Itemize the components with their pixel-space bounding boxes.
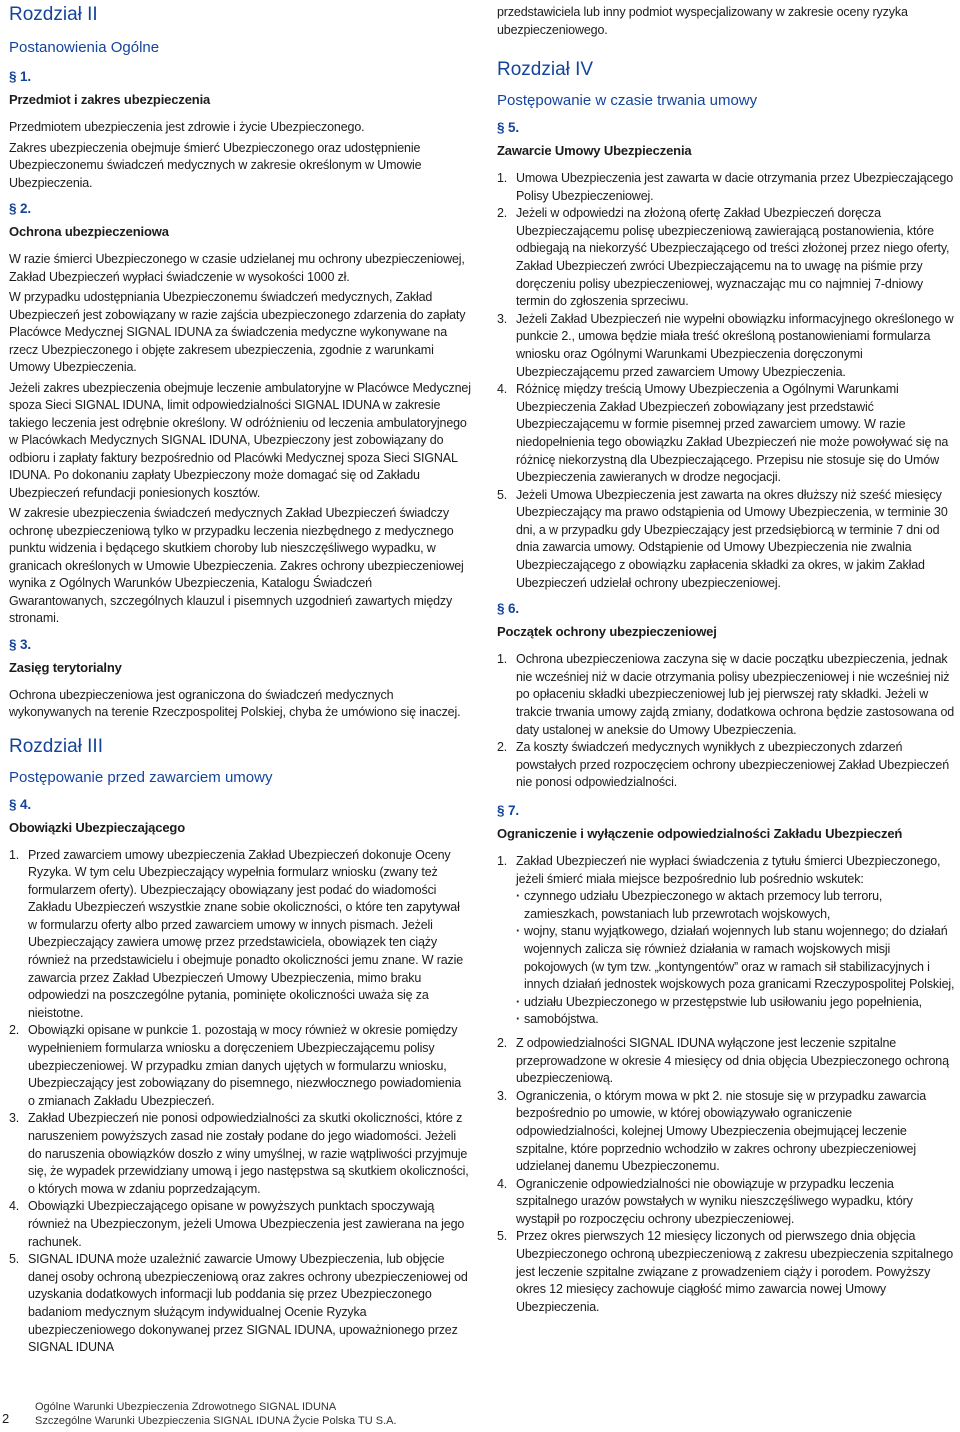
list-item: 5. Jeżeli Umowa Ubezpieczenia jest zawarta na okres dłuższy niż sześć miesięcy Ubezpieczający ma prawo odstąpienia od Umowy Ubezpieczenia, w terminie 30 dni, a w przypadku gdy Ubezpieczający jest przedsiębiorcą w terminie 7 dni od dnia zawarcia umowy. Odstąpienie od Umowy Ubezpieczenia nie zwalnia Ubezpieczającego z obowiązku zapłacenia składki za okres, w jakim Zakład Ubezpieczeń udzielał ochrony ubezpieczeniowej. [497, 487, 948, 590]
section-5-number: § 5. [497, 120, 519, 135]
chapter-2-subtitle: Postanowienia Ogólne [9, 39, 160, 56]
section-3-number: § 3. [9, 636, 31, 652]
section-7-list-continued [497, 1035, 957, 1317]
bullet-item: · wojny, stanu wyjątkowego, działań wojennych lub stanu wojennego; do działań wojennych zalicza się również działania w ramach wojskowych misji pokojowych (w tym tzw. „kontyngentów” oraz w ramach sił stabilizacyjnych i innych działań jednostek wojskowych poza granicami Rzeczypospolitej Polskiej, [516, 923, 957, 993]
left-column [9, 0, 471, 1357]
footer-line-2: Szczególne Warunki Ubezpieczenia SIGNAL IDUNA Życie Polska TU S.A. [35, 1415, 397, 1427]
section-4-list [9, 847, 471, 1357]
bullet-item: · czynnego udziału Ubezpieczonego w aktach przemocy lub terroru, zamieszkach, powstaniach lub przewrotach wojskowych, [516, 888, 957, 923]
chapter-4-title: Rozdział IV [497, 59, 594, 80]
list-item: 2. Z odpowiedzialności SIGNAL IDUNA wyłączone jest leczenie szpitalne przeprowadzone w okresie 4 miesięcy od dnia objęcia Ubezpieczonego ochroną ubezpieczeniową. [497, 1035, 949, 1086]
section-6-heading: Początek ochrony ubezpieczeniowej [497, 624, 717, 640]
section-5-heading: Zawarcie Umowy Ubezpieczenia [497, 143, 692, 158]
page-number: 2 [2, 1411, 10, 1426]
chapter-3-subtitle: Postępowanie przed zawarciem umowy [9, 768, 273, 786]
section-3-heading: Zasięg terytorialny [9, 659, 122, 675]
section-2-text-2: W przypadku udostępniania Ubezpieczonemu świadczeń medycznych, Zakład Ubezpieczeń jest zobowiązany w razie zajścia ubezpieczonego zdarzenia do zapłaty Placówce Medycznej SIGNAL IDUNA za świadczenia medyczne wykonywane na rzecz Ubezpieczonego i objęte zakresem ubezpieczenia, zgodnie z warunkami Umowy Ubezpieczenia. [9, 290, 466, 374]
section-7-list [497, 853, 957, 888]
list-item: 2. Jeżeli w odpowiedzi na złożoną ofertę Zakład Ubezpieczeń doręcza Ubezpieczającemu polisę ubezpieczeniową zawierającą postanowienia, które odbiegają na niekorzyść Ubezpieczającego od treści złożonej przez niego oferty, Zakład Ubezpieczeń zwróci Ubezpieczającemu na to uwagę na piśmie przy doręczeniu polisy ubezpieczeniowej, wyznaczając mu co najmniej 7-dniowy termin do zgłoszenia sprzeciwu. [497, 206, 950, 309]
list-item: 5. SIGNAL IDUNA może uzależnić zawarcie Umowy Ubezpieczenia, lub objęcie danej osoby ochroną ubezpieczeniową oraz zakres ochrony ubezpieczeniowej od uzyskania dodatkowych informacji lub poddania się przez Ubezpieczonego badaniom medycznym służącym indywidualnej Ocenie Ryzyka ubezpieczeniowego dokonywanej przez SIGNAL IDUNA, upoważnionego przez SIGNAL IDUNA [9, 1252, 468, 1355]
list-item: 2. Obowiązki opisane w punkcie 1. pozostają w mocy również w okresie pomiędzy wypełnieniem formularza wniosku a doręczeniem Ubezpieczającemu polisy ubezpieczeniowej. W przypadku zmian danych ujętych w formularzu wniosku, Ubezpieczający jest zobowiązany do pisemnego, niezwłocznego powiadomienia o zmianach Zakładu Ubezpieczeń. [9, 1023, 462, 1108]
continued-text: przedstawiciela lub inny podmiot wyspecjalizowany w zakresie oceny ryzyka ubezpieczeniowego. [497, 5, 908, 37]
footer [35, 1400, 397, 1428]
list-item: 5. Przez okres pierwszych 12 miesięcy liczonych od pierwszego dnia objęcia Ubezpieczonego ochroną ubezpieczeniową z zakresu ubezpieczenia szpitalnego jest leczenie szpitalne związane z prowadzeniem ciąży i porodem. Powyższy okres 12 miesięcy zachowuje ciągłość mimo zawarcia nowej Umowy Ubezpieczenia. [497, 1229, 954, 1314]
section-1-number: § 1. [9, 69, 31, 84]
list-item: 1. Ochrona ubezpieczeniowa zaczyna się w dacie początku ubezpieczenia, jednak nie wcześniej niż w dacie otrzymania polisy ubezpieczeniowej i nie wcześniej niż po opłaceniu składki ubezpieczeniowej lub jej pierwszej raty składki. Jeżeli w trakcie trwania umowy zajdą zmiany, dodatkowa ochrona będzie zastosowana od daty ustalonej w aneksie do Umowy Ubezpieczenia. [497, 652, 955, 737]
list-item: 1. Umowa Ubezpieczenia jest zawarta w dacie otrzymania przez Ubezpieczającego Polisy Ubezpieczeniowej. [497, 171, 954, 203]
list-item: 3. Jeżeli Zakład Ubezpieczeń nie wypełni obowiązku informacyjnego określonego w punkcie 2., umowa będzie miała treść określoną postanowieniami formularza wniosku oraz Ogólnymi Warunkami Ubezpieczenia doręczonymi Ubezpieczającemu przed zawarciem Umowy Ubezpieczenia. [497, 311, 954, 379]
bullet-item: · udziału Ubezpieczonego w przestępstwie lub usiłowaniu jego popełnienia, [516, 994, 957, 1012]
list-item: 2. Za koszty świadczeń medycznych wynikłych z ubezpieczonych zdarzeń powstałych przed rozpoczęciem ochrony ubezpieczeniowej Zakład Ubezpieczeń nie ponosi odpowiedzialności. [497, 740, 950, 790]
section-7-heading: Ograniczenie i wyłączenie odpowiedzialności Zakładu Ubezpieczeń [497, 826, 903, 841]
chapter-4-subtitle: Postępowanie w czasie trwania umowy [497, 92, 758, 109]
list-item: 1. Przed zawarciem umowy ubezpieczenia Zakład Ubezpieczeń dokonuje Oceny Ryzyka. W tym celu Ubezpieczający wypełnia formularz wniosku (zwany też formularzem oferty). Ubezpieczający obowiązany jest podać do wiadomości Zakładu Ubezpieczeń wszystkie znane sobie okoliczności, o które ten zapytywał w formularzu oferty albo przed zawarciem umowy w innych pismach. Jeżeli Ubezpieczający zawiera umowę przez przedstawiciela, obowiązek ten ciąży również na przedstawicielu i obejmuje ponadto okoliczności jemu znane. W razie zawarcia przez Zakład Ubezpieczeń Umowy Ubezpieczenia, mimo braku odpowiedzi na poszczególne pytania, pominięte okoliczności uważa się za nieistotne. [9, 847, 464, 1020]
bullet-item: · samobójstwa. [516, 1011, 957, 1029]
section-1-heading: Przedmiot i zakres ubezpieczenia [9, 92, 211, 107]
section-2-heading: Ochrona ubezpieczeniowa [9, 224, 169, 239]
section-2-text-4: W zakresie ubezpieczenia świadczeń medycznych Zakład Ubezpieczeń świadczy ochronę ubezpieczeniową tylko w przypadku leczenia niezbędnego z medycznego punktu widzenia i będącego skutkiem choroby lub nieszczęśliwego wypadku, w granicach określonych w Umowie Ubezpieczenia. Zakres ochrony ubezpieczeniowej wynika z Ogólnych Warunków Ubezpieczenia, Katalogu Świadczeń Gwarantowanych, szczególnych klauzul i pisemnych uzgodnień zawartych między stronami. [9, 506, 464, 625]
list-item: 4. Różnicę między treścią Umowy Ubezpieczenia a Ogólnymi Warunkami Ubezpieczenia Zakład Ubezpieczeń zobowiązany jest przedstawić Ubezpieczającemu w formie pisemnej przed zawarciem umowy. W razie niedopełnienia tego obowiązku Zakład Ubezpieczeń nie może powoływać się na różnicę niekorzystną dla Ubezpieczającego. Przepisu nie stosuje się do Umów Ubezpieczenia zawieranych w drodze negocjacji. [497, 382, 949, 485]
section-6-number: § 6. [497, 601, 519, 617]
chapter-3-title: Rozdział III [9, 735, 103, 757]
section-7-number: § 7. [497, 803, 519, 818]
list-item: 4. Ograniczenie odpowiedzialności nie obowiązuje w przypadku leczenia szpitalnego urazów powstałych w wyniku nieszczęśliwego wypadku, który wystąpił po rozpoczęciu ochrony ubezpieczeniowej. [497, 1176, 913, 1226]
section-3-text-1: Ochrona ubezpieczeniowa jest ograniczona do świadczeń medycznych wykonywanych na terenie Rzeczpospolitej Polskiej, chyba że umówiono się inaczej. [9, 687, 461, 719]
section-1-text-2: Zakres ubezpieczenia obejmuje śmierć Ubezpieczonego oraz udostępnienie Ubezpieczonemu świadczeń medycznych w zakresie określonym w Umowie Ubezpieczenia. [9, 140, 422, 190]
section-6-list [497, 651, 957, 792]
section-2-text-3: Jeżeli zakres ubezpieczenia obejmuje leczenie ambulatoryjne w Placówce Medycznej spoza Sieci SIGNAL IDUNA, limit odpowiedzialności SIGNAL IDUNA w zakresie takiego leczenia jest odrębnie określony. W odróżnieniu od leczenia ambulatoryjnego w Placówkach Medycznych SIGNAL IDUNA, Ubezpieczony jest zobowiązany do odbioru i zapłaty faktury bezpośrednio od Placówki Medycznej spoza Sieci SIGNAL IDUNA. Po dokonaniu zapłaty Ubezpieczony może domagać się od Zakładu Ubezpieczeń refundacji poniesionych kosztów. [9, 380, 471, 500]
section-1-text-1: Przedmiotem ubezpieczenia jest zdrowie i życie Ubezpieczonego. [9, 120, 365, 134]
section-2-number: § 2. [9, 201, 31, 216]
list-item: 3. Ograniczenia, o którym mowa w pkt 2. nie stosuje się w przypadku zawarcia bezpośrednio po umowie, w której obowiązywało ograniczenie odpowiedzialności, kolejnej Umowy Ubezpieczenia obejmującej leczenie szpitalne, które poprzednio wchodziło w zakres ochrony ubezpieczeniowej udzielanej danemu Ubezpieczonemu. [497, 1088, 927, 1174]
chapter-2-title: Rozdział II [9, 4, 98, 25]
section-4-number: § 4. [9, 796, 31, 812]
section-7-bullets [497, 888, 957, 1029]
footer-line-1: Ogólne Warunki Ubezpieczenia Zdrowotnego SIGNAL IDUNA [35, 1401, 337, 1413]
section-4-heading: Obowiązki Ubezpieczającego [9, 819, 185, 835]
section-5-list [497, 170, 957, 592]
list-item: 3. Zakład Ubezpieczeń nie ponosi odpowiedzialności za skutki okoliczności, które z naruszeniem powyższych zasad nie zostały podane do jego wiadomości. Jeżeli do naruszenia obowiązków doszło z winy umyślnej, w razie wątpliwości przyjmuje się, że wypadek przewidziany umową i jego następstwa są skutkiem okoliczności, o których mowa w zdaniu poprzedzającym. [9, 1111, 469, 1196]
list-item: 1. Zakład Ubezpieczeń nie wypłaci świadczenia z tytułu śmierci Ubezpieczonego, jeżeli śmierć miała miejsce bezpośrednio lub pośrednio wskutek: [497, 854, 941, 886]
list-item: 4. Obowiązki Ubezpieczającego opisane w powyższych punktach spoczywają również na Ubezpieczonym, jeżeli Umowa Ubezpieczenia jest zawierana na jego rachunek. [9, 1199, 465, 1249]
section-2-text-1: W razie śmierci Ubezpieczonego w czasie udzielanej mu ochrony ubezpieczeniowej, Zakład Ubezpieczeń wypłaci świadczenie w wysokości 1000 zł. [9, 252, 465, 284]
right-column [497, 0, 957, 1316]
